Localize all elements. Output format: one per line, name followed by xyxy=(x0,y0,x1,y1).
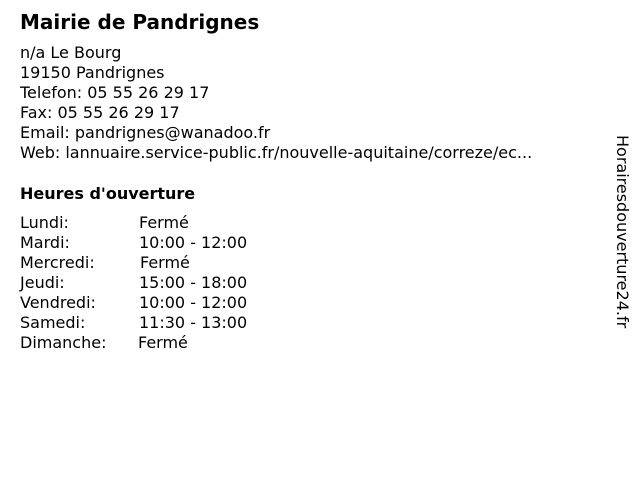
brand-watermark xyxy=(612,135,632,345)
day-hours: Fermé xyxy=(139,213,189,232)
phone-number: Telefon: 05 55 26 29 17 xyxy=(20,83,210,102)
day-hours: Fermé xyxy=(140,253,190,272)
day-hours: 11:30 - 13:00 xyxy=(139,313,248,332)
day-label: Mardi: xyxy=(20,233,70,252)
day-label: Mercredi: xyxy=(20,253,95,272)
page-title: Mairie de Pandrignes xyxy=(20,10,260,34)
day-hours: 10:00 - 12:00 xyxy=(139,233,248,252)
address-line-2: 19150 Pandrignes xyxy=(20,63,165,82)
opening-hours-heading: Heures d'ouverture xyxy=(20,184,196,203)
email-address: Email: pandrignes@wanadoo.fr xyxy=(20,123,271,142)
day-hours: 15:00 - 18:00 xyxy=(139,273,248,292)
day-hours: 10:00 - 12:00 xyxy=(139,293,248,312)
contact-info xyxy=(20,43,532,163)
day-hours: Fermé xyxy=(138,333,188,352)
day-label: Dimanche: xyxy=(20,333,107,352)
address-line-1: n/a Le Bourg xyxy=(20,43,122,62)
website-link: Web: lannuaire.service-public.fr/nouvelle-aquitaine/correze/ec... xyxy=(20,143,533,162)
day-label: Lundi: xyxy=(20,213,69,232)
day-label: Vendredi: xyxy=(20,293,96,312)
day-label: Samedi: xyxy=(20,313,86,332)
brand-text: Horairesdouverture24.fr xyxy=(613,135,632,329)
day-label: Jeudi: xyxy=(20,273,65,292)
fax-number: Fax: 05 55 26 29 17 xyxy=(20,103,180,122)
